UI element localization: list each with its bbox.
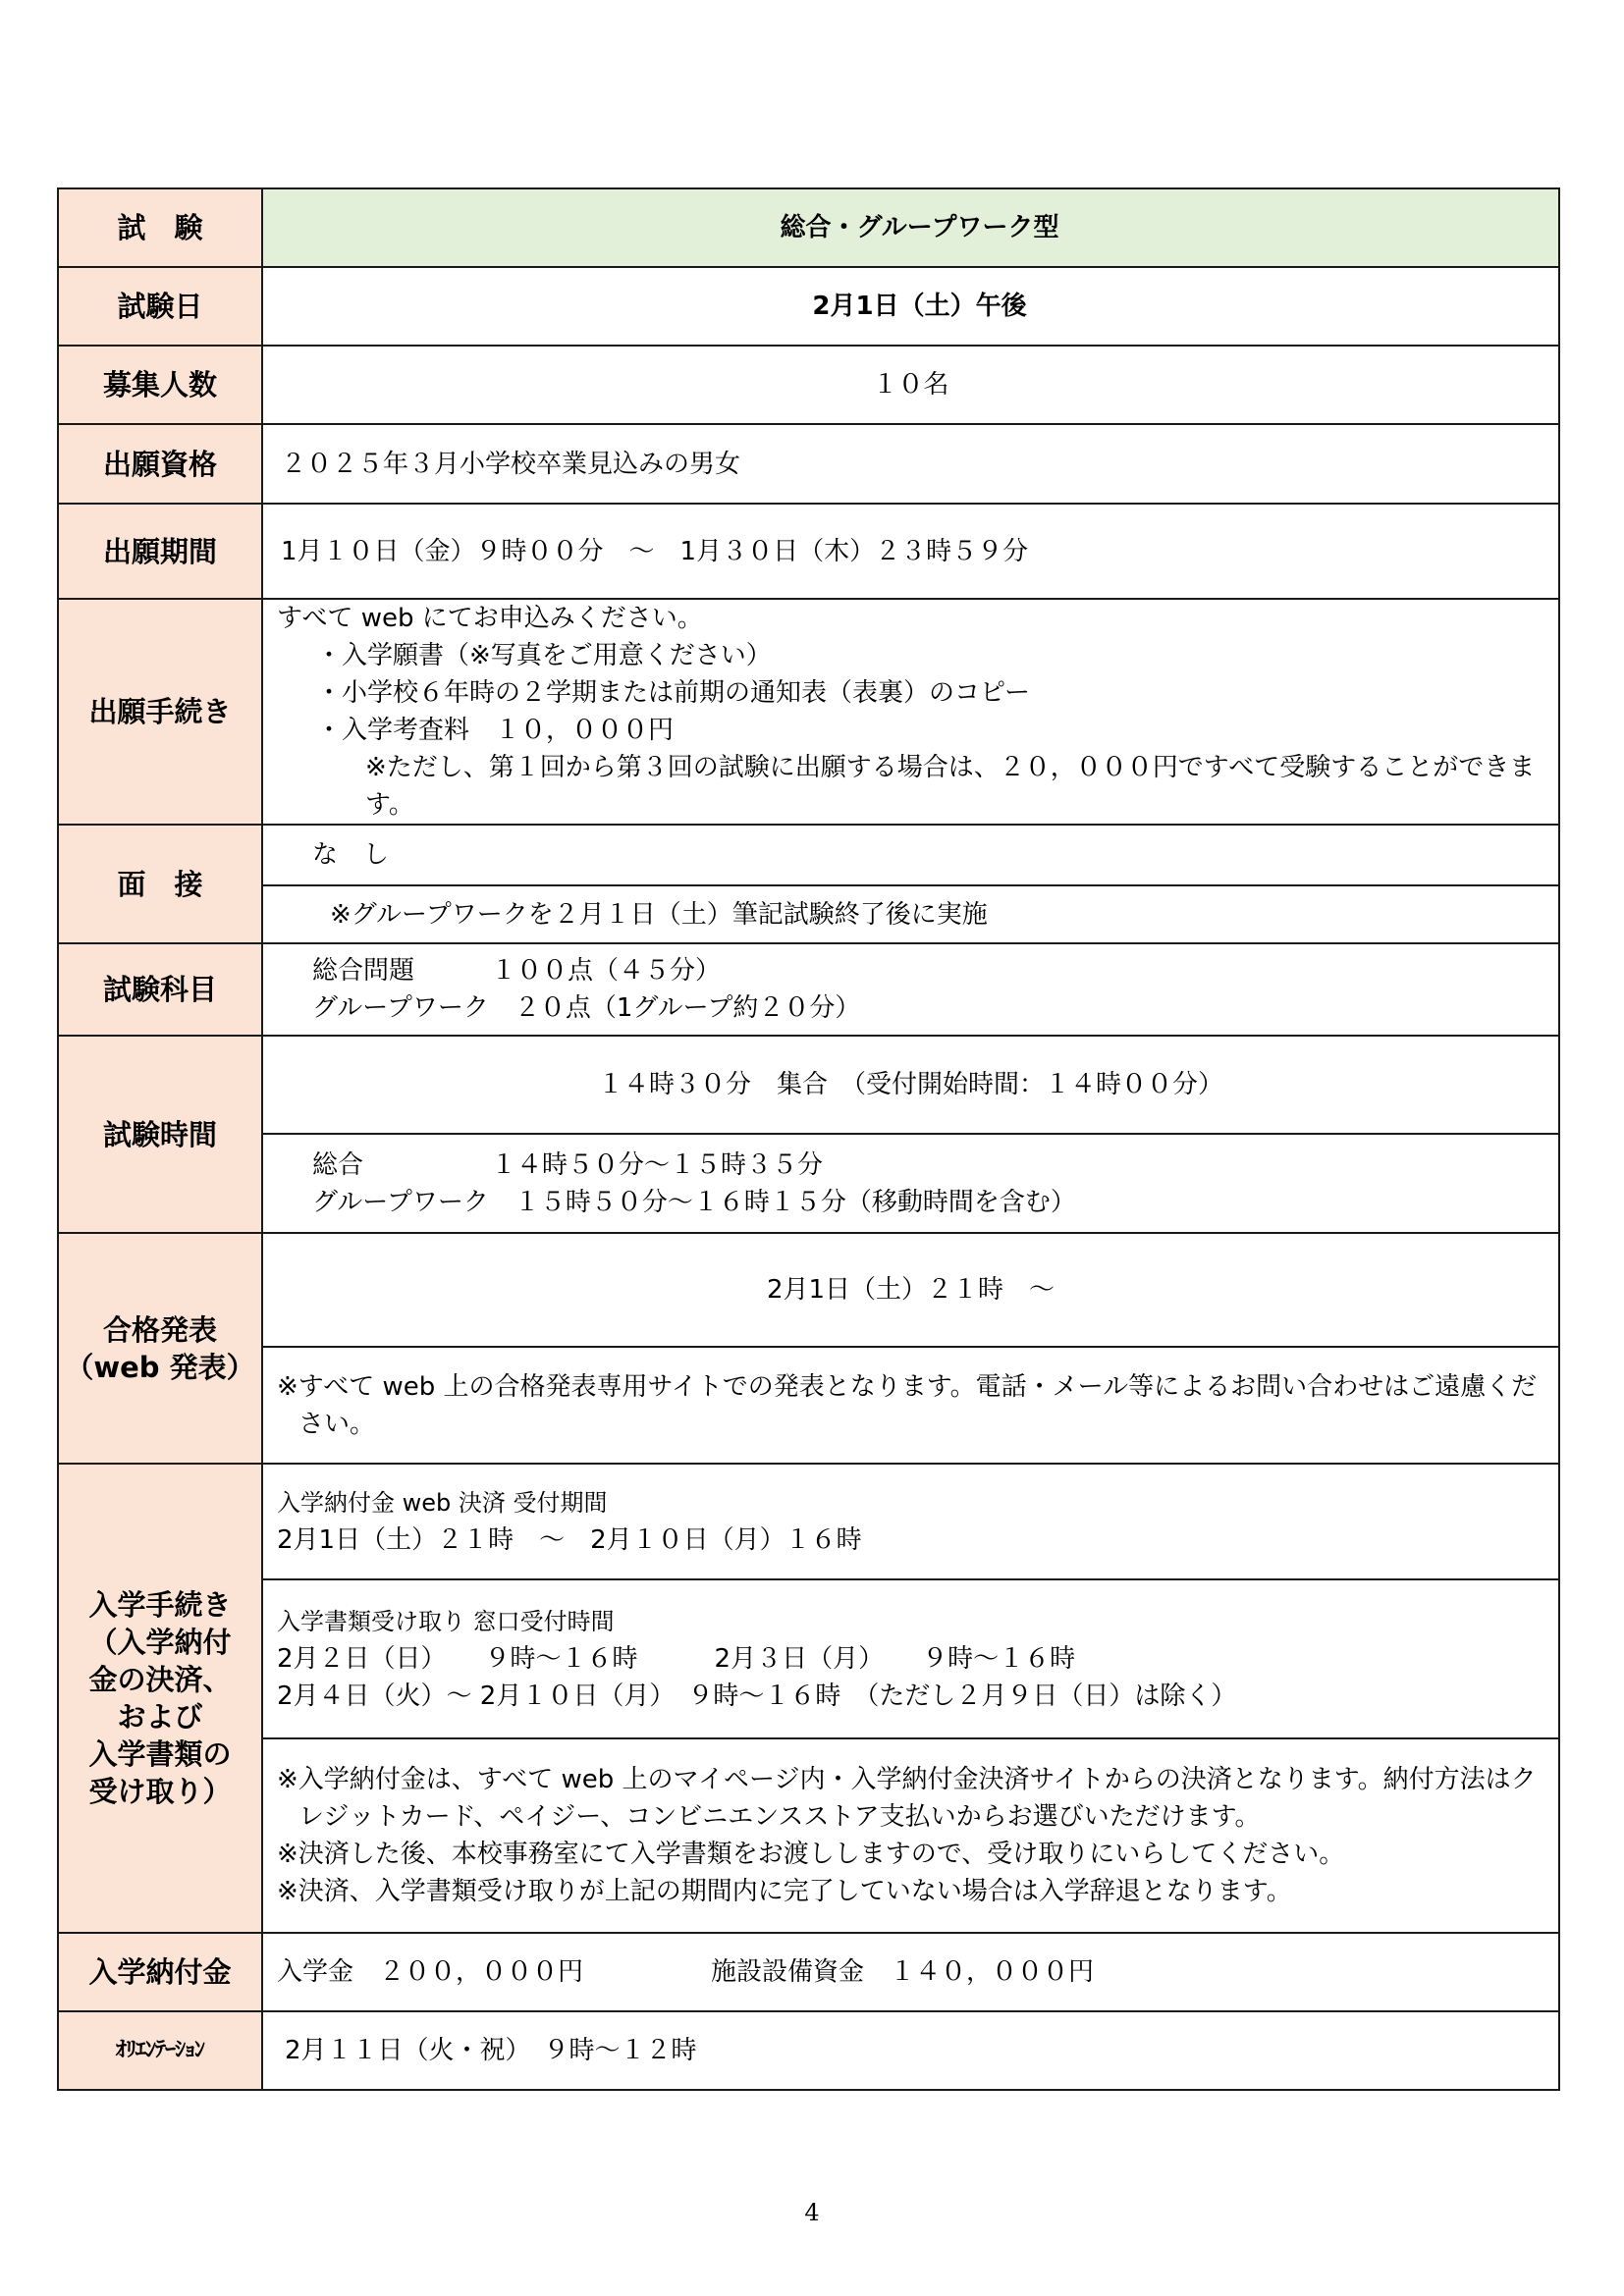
label-result-line2: （web 発表） [65,1350,255,1384]
label-exam-time: 試験時間 [58,1036,262,1233]
label-result [58,1233,262,1464]
row-exam-time-detail [58,1134,1559,1233]
exam-info-table [57,187,1560,2091]
row-result-note [58,1347,1559,1464]
enrollment-note: ※入学納付金は、すべて web 上のマイページ内・入学納付金決済サイトからの決済となります。納付方法はクレジットカード、ペイジー、コンビニエンスストア支払いからお選びいただけます。 [277,1765,1537,1832]
exam-type-title: 総合・グループワーク型 [262,188,1559,267]
row-result [58,1233,1559,1347]
label-fee: 入学納付金 [58,1933,262,2011]
result-note: ※すべて web 上の合格発表専用サイトでの発表となります。電話・メール等によるお問い合わせはご遠慮ください。 [277,1371,1538,1439]
result-datetime: 2月1日（土）２１時 ～ [262,1233,1559,1347]
time-line: グループワーク １５時５０分～１６時１５分（移動時間を含む） [312,1187,1076,1217]
documents-hours-line: 2月２日（日） ９時～１６時 2月３日（月） ９時～１６時 [277,1644,1076,1674]
documents-hours-line: 2月４日（火）～ 2月１０日（月） ９時～１６時 （ただし２月９日（日）は除く） [277,1682,1237,1711]
row-fee [58,1933,1559,2011]
label-result-line1: 合格発表 [102,1312,217,1347]
subject-line: グループワーク ２０点（1グループ約２０分） [312,993,861,1023]
procedure-line: ・入学願書（※写真をご用意ください） [316,641,772,670]
interview-value: な し [262,825,1559,885]
time-line: 総合 １４時５０分～１５時３５分 [312,1149,824,1180]
label-enrollment-line: （入学納付 [88,1626,232,1659]
label-exam: 試 験 [58,188,262,267]
label-application-period: 出願期間 [58,504,262,599]
row-enrollment-web [58,1464,1559,1579]
exam-date-value: 2月1日（土）午後 [262,267,1559,346]
page-number: 4 [804,2199,820,2226]
web-payment-cell [262,1464,1559,1579]
label-enrollment-line: および [117,1700,203,1734]
fee-value: 入学金 ２００，０００円 施設設備資金 １４０，０００円 [262,1933,1559,2011]
label-exam-date: 試験日 [58,267,262,346]
row-exam [58,188,1559,267]
documents-title: 入学書類受け取り 窓口受付時間 [277,1608,615,1635]
row-eligibility [58,424,1559,504]
web-payment-title: 入学納付金 web 決済 受付期間 [277,1489,608,1517]
row-exam-time [58,1036,1559,1134]
label-subjects: 試験科目 [58,943,262,1036]
result-note-cell [262,1347,1559,1464]
procedure-line: ・小学校６年時の２学期または前期の通知表（表裏）のコピー [316,678,1030,708]
row-procedure [58,599,1559,825]
label-enrollment-line: 入学書類の [88,1737,232,1771]
row-subjects [58,943,1559,1036]
procedure-line: ・入学考査料 １０，０００円 [316,716,675,745]
label-enrollment [58,1464,262,1933]
procedure-note: ※ただし、第１回から第３回の試験に出願する場合は、２０，０００円ですべて受験することができます。 [365,753,1536,820]
application-period-value: 1月１０日（金）９時００分 ～ 1月３０日（木）２３時５９分 [262,504,1559,599]
row-enrollment-docs [58,1579,1559,1738]
label-enrollment-line: 入学手続き [88,1588,232,1622]
label-capacity: 募集人数 [58,346,262,424]
documents-cell [262,1579,1559,1738]
label-interview: 面 接 [58,825,262,943]
row-exam-date [58,267,1559,346]
enrollment-note: ※決済した後、本校事務室にて入学書類をお渡ししますので、受け取りにいらしてください。 [277,1840,1345,1869]
subjects-cell [262,943,1559,1036]
label-procedure: 出願手続き [58,599,262,825]
subject-line: 総合問題 １００点（４５分） [312,956,722,986]
capacity-value: １０名 [262,346,1559,424]
exam-time-detail [262,1134,1559,1233]
row-interview-note [58,885,1559,943]
row-enrollment-notes [58,1738,1559,1933]
row-orientation [58,2011,1559,2090]
procedure-cell [262,599,1559,825]
exam-info-sheet [57,187,1560,2091]
web-payment-period: 2月1日（土）２１時 ～ 2月１０日（月）１６時 [277,1525,862,1555]
interview-note: ※グループワークを２月１日（土）筆記試験終了後に実施 [262,885,1559,943]
orientation-value: 2月１１日（火・祝） ９時～１２時 [262,2011,1559,2090]
eligibility-value: ２０２５年３月小学校卒業見込みの男女 [262,424,1559,504]
label-enrollment-line: 受け取り） [88,1775,232,1808]
row-interview [58,825,1559,885]
row-capacity [58,346,1559,424]
enrollment-notes-cell [262,1738,1559,1933]
label-enrollment-line: 金の決済、 [88,1663,232,1696]
label-orientation: ｵﾘｴﾝﾃｰｼｮﾝ [58,2011,262,2090]
row-application-period [58,504,1559,599]
enrollment-note: ※決済、入学書類受け取りが上記の期間内に完了していない場合は入学辞退となります。 [277,1877,1292,1906]
procedure-line: すべて web にてお申込みください。 [277,604,703,633]
assembly-time: １４時３０分 集合 （受付開始時間：１４時００分） [262,1036,1559,1134]
label-eligibility: 出願資格 [58,424,262,504]
